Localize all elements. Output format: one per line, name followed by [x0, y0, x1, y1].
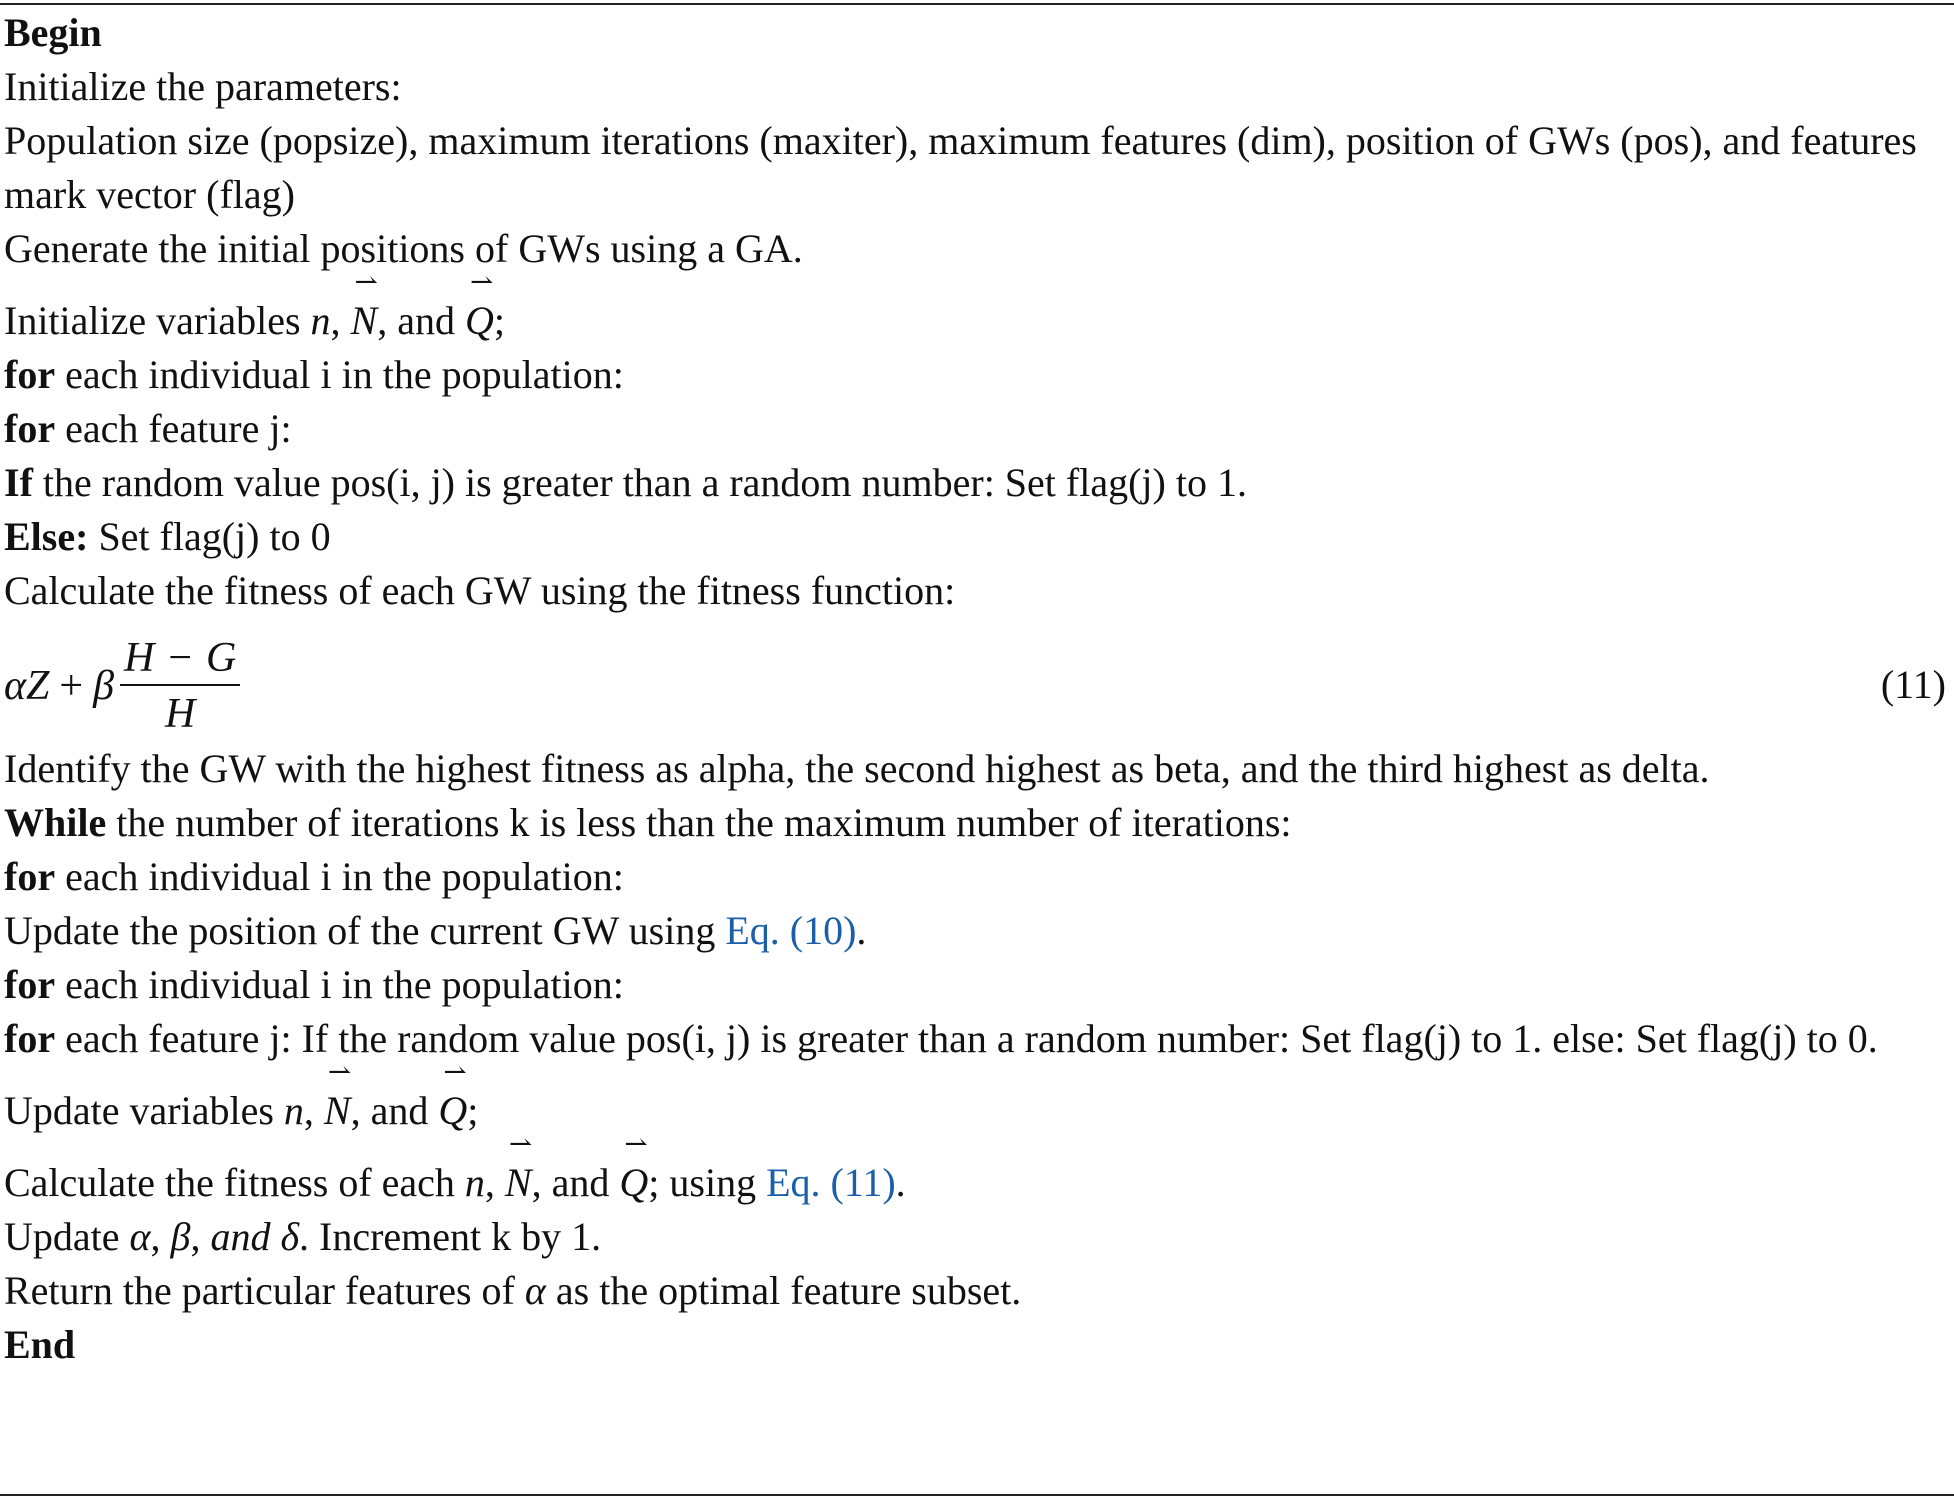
vector-arrow-icon: ⇀ [508, 1129, 533, 1160]
vector-arrow-icon: ⇀ [624, 1129, 648, 1160]
bottom-rule [0, 1494, 1954, 1496]
vector-N: ⇀ N [323, 1057, 352, 1133]
vector-N: ⇀ N [504, 1129, 533, 1205]
eq11-link[interactable]: Eq. (11) [766, 1160, 896, 1205]
fraction-bar [120, 684, 240, 686]
top-rule [0, 3, 1954, 5]
eq10-link[interactable]: Eq. (10) [725, 908, 857, 953]
init-vars-line: Initialize variables n, ⇀ N, and ⇀ Q; [4, 294, 1950, 348]
equation-number: (11) [1880, 662, 1946, 707]
params-description: Population size (popsize), maximum iterations (maxiter), maximum features (dim), position of GWs (pos), and features mark vector (flag) [4, 118, 1917, 217]
for-feature-line: for each feature j: [4, 406, 292, 451]
vector-arrow-icon: ⇀ [470, 267, 494, 298]
vector-arrow-icon: ⇀ [354, 267, 378, 298]
algorithm-box [4, 6, 1950, 1372]
vector-Q: ⇀ Q [619, 1129, 649, 1205]
update-position-line: Update the position of the current GW using Eq. (10). [4, 908, 867, 953]
for-individual-line: for each individual i in the population: [4, 352, 624, 397]
calc-fitness-line: Calculate the fitness of each GW using the fitness function: [4, 568, 956, 613]
vector-N: ⇀ N [350, 267, 378, 343]
init-params-line: Initialize the parameters: [4, 64, 402, 109]
if-line: If the random value pos(i, j) is greater than a random number: Set flag(j) to 1. [4, 460, 1247, 505]
calc-fitness-each-line: Calculate the fitness of each n, ⇀ N, and ⇀ Q; using Eq. (11). [4, 1156, 1950, 1210]
while-line: While the number of iterations k is less than the maximum number of iterations: [4, 800, 1292, 845]
end-keyword: End [4, 1322, 76, 1367]
update-vars-line: Update variables n, ⇀ N, and ⇀ Q; [4, 1084, 1950, 1138]
for-feature-long-line: for each feature j: If the random value pos(i, j) is greater than a random number: Set flag(j) to 1. else: Set flag(j) to 0. [4, 1016, 1878, 1061]
vector-Q: ⇀ Q [464, 267, 494, 343]
vector-arrow-icon: ⇀ [327, 1057, 352, 1088]
vector-Q: ⇀ Q [438, 1057, 468, 1133]
generate-line: Generate the initial positions of GWs using a GA. [4, 226, 803, 271]
fitness-fraction: $\frac{H - G}{H}$ [120, 634, 240, 738]
update-params-line: Update α, β, and δ. Increment k by 1. [4, 1214, 602, 1259]
else-line: Else: Set flag(j) to 0 [4, 514, 331, 559]
begin-keyword: Begin [4, 10, 102, 55]
fitness-equation: α Z + β $\frac{H - G}{H}$ [4, 634, 240, 738]
return-line: Return the particular features of α as the optimal feature subset. [4, 1268, 1022, 1313]
identify-line: Identify the GW with the highest fitness as alpha, the second highest as beta, and the third highest as delta. [4, 746, 1710, 791]
for-individual-line-2: for each individual i in the population: [4, 854, 624, 899]
fitness-equation-row [4, 626, 1950, 736]
vector-arrow-icon: ⇀ [443, 1057, 467, 1088]
for-individual-line-3: for each individual i in the population: [4, 962, 624, 1007]
